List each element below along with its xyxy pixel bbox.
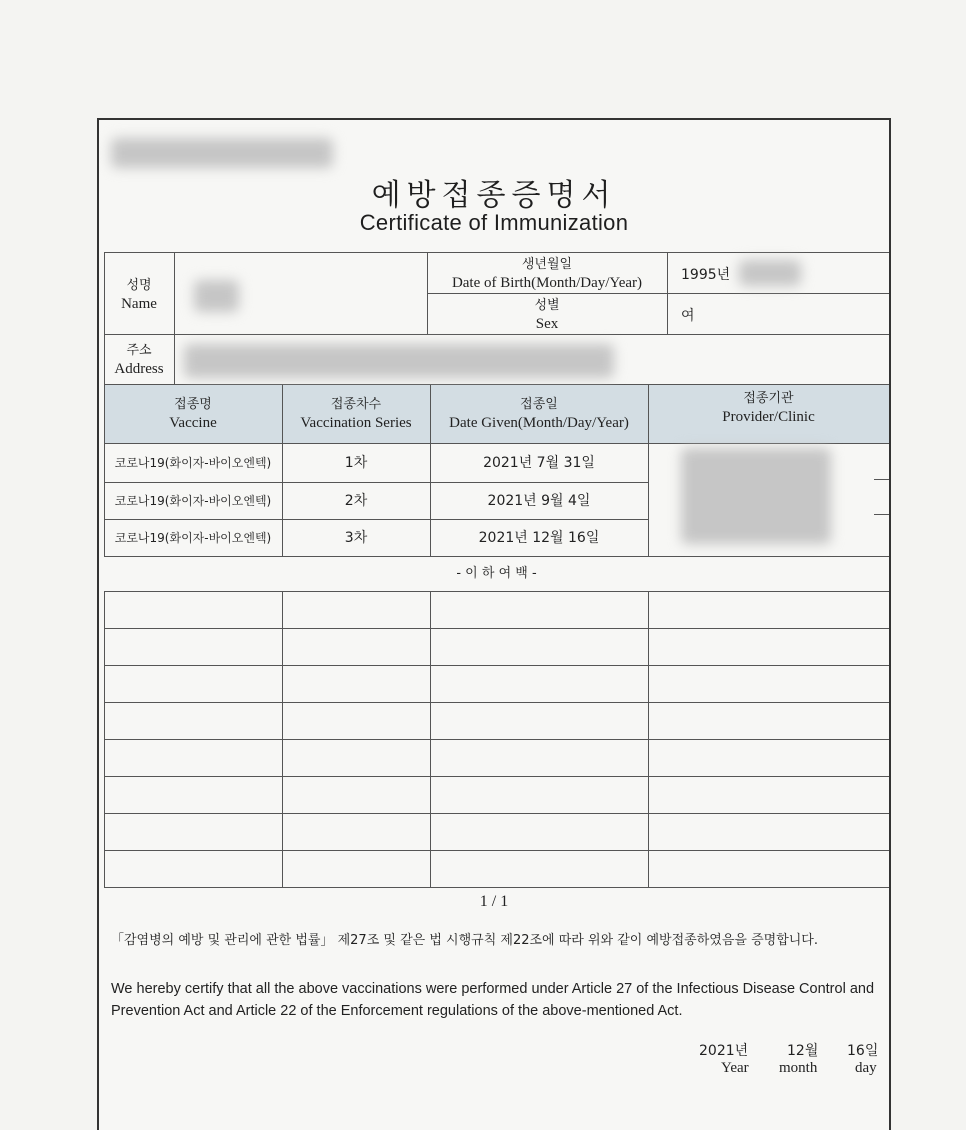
table-row-2-vaccine: 코로나19(화이자-바이오엔텍)	[114, 493, 272, 508]
title-korean: 예방접종증명서	[371, 178, 617, 213]
header-vaccine: 접종명 Vaccine	[169, 397, 217, 431]
page-number: 1 / 1	[479, 893, 509, 910]
redacted-provider	[681, 448, 831, 544]
dob-label: 생년월일 Date of Birth(Month/Day/Year)	[451, 256, 643, 291]
table-row-3-vaccine: 코로나19(화이자-바이오엔텍)	[114, 530, 272, 545]
issue-year-label: Year	[721, 1060, 749, 1076]
table-row-1-date: 2021년 7월 31일	[483, 455, 595, 471]
name-label: 성명 Name	[121, 278, 157, 312]
issue-year: 2021년	[699, 1043, 749, 1059]
sex-label: 성별 Sex	[534, 297, 560, 332]
table-row-2-series: 2차	[344, 492, 368, 509]
table-row-1-vaccine: 코로나19(화이자-바이오엔텍)	[114, 456, 272, 470]
table-row-2-date: 2021년 9월 4일	[487, 492, 591, 509]
issue-day-label: day	[855, 1060, 877, 1076]
sex-value: 여	[681, 308, 695, 324]
header-series: 접종차수 Vaccination Series	[300, 397, 412, 431]
redacted-address	[184, 344, 614, 378]
redacted-dob	[739, 260, 801, 286]
table-row-1-series: 1차	[344, 455, 368, 471]
issue-date	[659, 1040, 881, 1084]
address-label: 주소 Address	[114, 343, 164, 377]
certificate-sheet	[97, 118, 891, 1130]
title-english: Certificate of Immunization	[359, 210, 629, 235]
redacted-header	[111, 138, 333, 168]
certification-korean: 「감염병의 예방 및 관리에 관한 법률」 제27조 및 같은 법 시행규칙 제22조에 따라 위와 같이 예방접종하였음을 증명합니다.	[111, 933, 819, 948]
end-marker: - 이 하 여 백 -	[456, 566, 537, 581]
header-provider: 접종기관 Provider/Clinic	[722, 390, 815, 425]
table-row-3-date: 2021년 12월 16일	[478, 529, 600, 546]
header-date: 접종일 Date Given(Month/Day/Year)	[449, 397, 629, 431]
certification-english: We hereby certify that all the above vaccinations were performed under Article 27 of the Infectious Disease Control and Prevention Act and Article 22 of the Enforcement regulations of the above-mentioned Act.	[111, 981, 875, 1019]
issue-month: 12월	[787, 1043, 819, 1059]
issue-day: 16일	[847, 1043, 879, 1059]
table-row-3-series: 3차	[344, 529, 368, 546]
dob-value: 1995년	[681, 267, 731, 283]
issue-month-label: month	[779, 1060, 818, 1076]
redacted-name	[194, 280, 239, 312]
